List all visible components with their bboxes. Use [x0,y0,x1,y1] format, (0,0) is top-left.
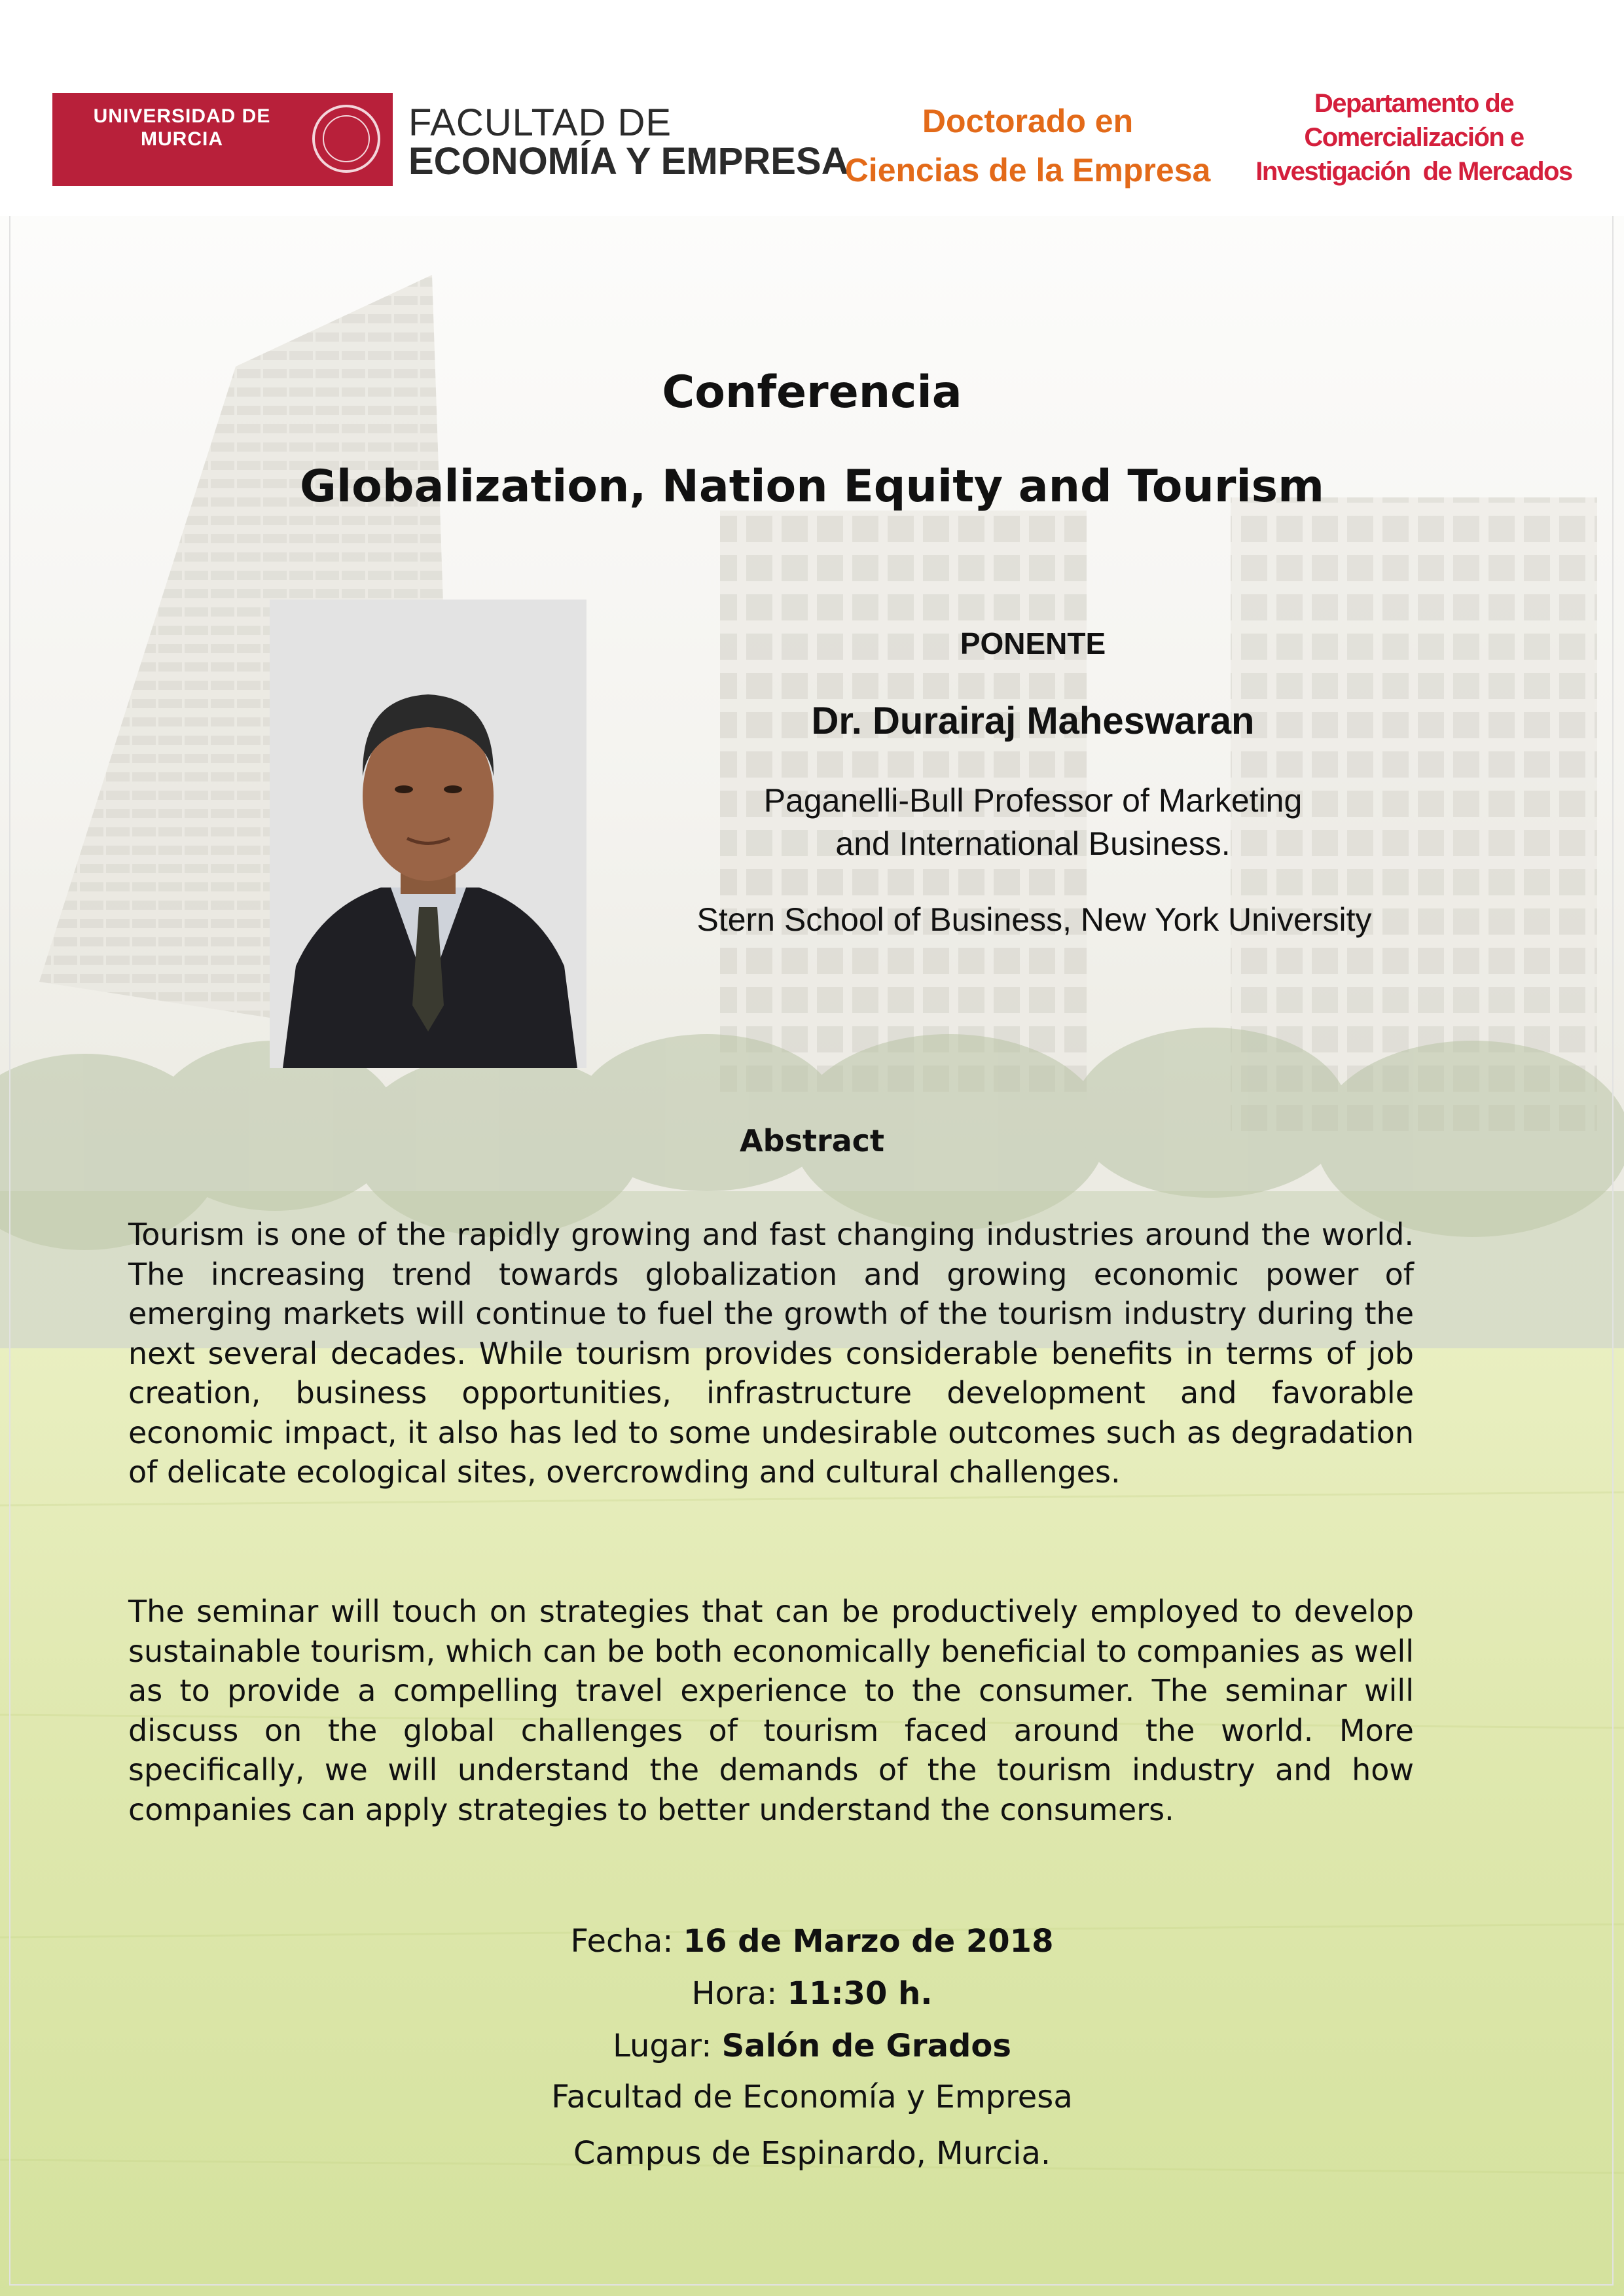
header [0,0,1624,216]
doctorado-line1: Doctorado en [922,103,1134,139]
speaker-institution: Stern School of Business, New York University [696,901,1372,938]
department-heading [1244,86,1584,188]
speaker-role-line1: Paganelli-Bull Professor of Marketing [763,782,1303,819]
event-date [0,1923,1624,1960]
university-logo-text [77,105,287,151]
conference-kicker: Conferencia [662,367,962,418]
faculty-line2: ECONOMÍA Y EMPRESA [408,140,849,183]
event-place [0,2028,1624,2064]
conference-title: Globalization, Nation Equity and Tourism [300,461,1324,512]
abstract-heading: Abstract [740,1123,884,1158]
department-line2: Comercialización e [1304,123,1524,152]
speaker-role-line2: and International Business. [835,825,1231,862]
department-line3: Investigación de Mercados [1255,157,1572,186]
date-value: 16 de Marzo de 2018 [683,1923,1054,1960]
doctorado-line2: Ciencias de la Empresa [844,152,1211,188]
university-seal-icon [301,93,393,186]
seal-inner [323,115,370,162]
university-line2: MURCIA [141,128,223,151]
time-value: 11:30 h. [787,1975,933,2012]
place-label: Lugar: [613,2028,722,2064]
event-campus: Campus de Espinardo, Murcia. [573,2135,1051,2172]
faculty-logo-text [408,103,849,181]
doctorado-heading [812,97,1244,195]
department-line1: Departamento de [1314,89,1514,118]
date-label: Fecha: [570,1923,683,1960]
speaker-role [634,779,1432,865]
time-label: Hora: [691,1975,787,2012]
speaker-heading: PONENTE [960,626,1106,660]
place-value: Salón de Grados [721,2028,1011,2064]
university-line1: UNIVERSIDAD DE [93,105,271,127]
abstract-paragraph-1: Tourism is one of the rapidly growing and fast changing industries around the world. The increasing trend towards globalization and growing economic power of emerging markets will continue to fuel the growth of the tourism industry during the next several decades. While tourism provides considerable benefits in terms of job creation, business opportunities, infrastructure development and favorable economic impact, it also has led to some undesirable outcomes such as degradation of delicate ecological sites, overcrowding and cultural challenges. [128,1217,1414,1490]
event-time [0,1975,1624,2012]
abstract-paragraph-2: The seminar will touch on strategies that can be productively employed to develop sustainable tourism, which can be both economically beneficial to companies as well as to provide a compelling travel experience to the consumer. The seminar will discuss on the global challenges of tourism faced around the world. More specifically, we will understand the demands of the tourism industry and how companies can apply strategies to better understand the consumers. [128,1594,1414,1827]
faculty-line1: FACULTAD DE [408,101,672,144]
speaker-name: Dr. Durairaj Maheswaran [811,700,1255,742]
event-faculty: Facultad de Economía y Empresa [551,2079,1073,2115]
speaker-photo [270,600,586,1068]
